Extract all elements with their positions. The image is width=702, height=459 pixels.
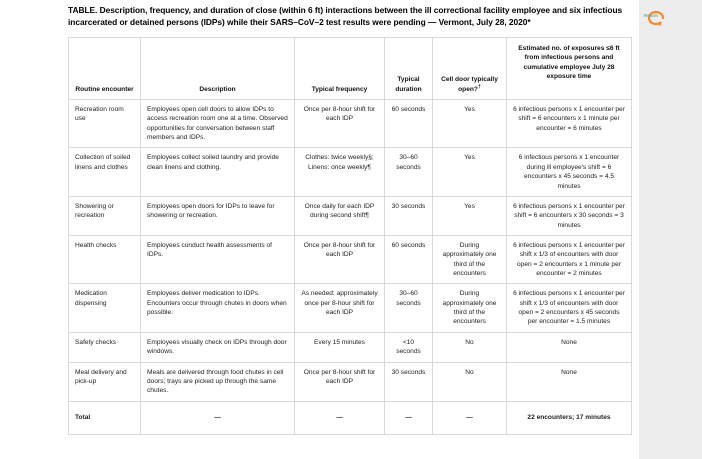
cell-encounter: Safety checks [69, 332, 141, 362]
cell-duration: 30–60 seconds [385, 284, 433, 332]
table-row [69, 148, 632, 196]
cell-exposure: 6 infectious persons x 1 encounter per shift x 1/3 of encounters with door open = 2 encounters x 45 seconds per encounter = 1.5 minutes [507, 284, 632, 332]
cell-frequency: As needed: approximately once per 8-hour shift for each IDP [295, 284, 385, 332]
table-body [69, 100, 632, 435]
table-row [69, 235, 632, 283]
cell-total-duration: — [385, 401, 433, 434]
column-header-duration: Typical duration [385, 38, 433, 100]
cell-duration: 30 seconds [385, 362, 433, 401]
cell-frequency: Once per 8-hour shift for each IDP [295, 100, 385, 148]
return-label: Return [644, 13, 659, 18]
cell-door-open: During approximately one third of the encounters [433, 235, 507, 283]
column-header-exposures: Estimated no. of exposures ≤6 ft from infectious persons and cumulative employee July 28 exposure time [507, 38, 632, 100]
cell-total-door-open: — [433, 401, 507, 434]
cell-description: Employees collect soiled laundry and provide clean linens and clothing. [141, 148, 295, 196]
table-row [69, 362, 632, 401]
cell-encounter: Collection of soiled linens and clothes [69, 148, 141, 196]
cell-encounter: Recreation room use [69, 100, 141, 148]
table-header-row [69, 38, 632, 100]
cell-description: Employees open cell doors to allow IDPs to access recreation room one at a time. Observed opportunities for conversation between staff members and IDPs. [141, 100, 295, 148]
cell-door-open: Yes [433, 148, 507, 196]
cell-encounter: Health checks [69, 235, 141, 283]
cell-description: Employees conduct health assessments of IDPs. [141, 235, 295, 283]
cell-encounter: Meal delivery and pick-up [69, 362, 141, 401]
table-row [69, 284, 632, 332]
cell-exposure: 6 infectious persons x 1 encounter per shift = 6 encounters x 30 seconds = 3 minutes [507, 196, 632, 235]
cell-description: Employees deliver medication to IDPs. Encounters occur through chutes in doors when possible. [141, 284, 295, 332]
cell-frequency: Clothes: twice weekly§; Linens: once weekly¶ [295, 148, 385, 196]
column-header-description: Description [141, 38, 295, 100]
table-header [69, 38, 632, 100]
cell-door-open: No [433, 362, 507, 401]
cell-description: Meals are delivered through food chutes in cell doors; trays are picked up through the same chutes. [141, 362, 295, 401]
table-row [69, 196, 632, 235]
cell-frequency: Once per 8-hour shift for each IDP [295, 362, 385, 401]
cell-encounter: Showering or recreation [69, 196, 141, 235]
cell-exposure: None [507, 332, 632, 362]
cell-duration: 30–60 seconds [385, 148, 433, 196]
cell-door-open: Yes [433, 196, 507, 235]
cell-exposure: 6 infectious persons x 1 encounter per shift = 6 encounters x 1 minute per encounter = 6 minutes [507, 100, 632, 148]
cell-frequency: Every 15 minutes [295, 332, 385, 362]
cell-duration: 60 seconds [385, 100, 433, 148]
cell-frequency: Once per 8-hour shift for each IDP [295, 235, 385, 283]
cell-description: Employees open doors for IDPs to leave for showering or recreation. [141, 196, 295, 235]
column-header-door-open [433, 38, 507, 100]
cell-duration: 30 seconds [385, 196, 433, 235]
page-title: TABLE. Description, frequency, and duration of close (within 6 ft) interactions between the ill correctional facility employee and six infectious incarcerated or detained persons (IDPs) while their SARS–CoV–2 test results were pending — Vermont, July 28, 2020* [68, 5, 623, 27]
cell-total-description: — [141, 401, 295, 434]
cell-duration: 60 seconds [385, 235, 433, 283]
table-row [69, 332, 632, 362]
table-total-row [69, 401, 632, 434]
page-edge-divider [637, 0, 639, 459]
cell-frequency: Once daily for each IDP during second shift¶ [295, 196, 385, 235]
cell-total-label: Total [69, 401, 141, 434]
cell-exposure: 6 infectious persons x 1 encounter per shift x 1/3 of encounters with door open = 2 encounters x 1 minute per encounter = 2 minutes [507, 235, 632, 283]
table-title-container [68, 5, 630, 29]
column-header-encounter: Routine encounter [69, 38, 141, 100]
cell-duration: <10 seconds [385, 332, 433, 362]
table-row [69, 100, 632, 148]
cell-door-open: Yes [433, 100, 507, 148]
cell-total-frequency: — [295, 401, 385, 434]
cell-description: Employees visually check on IDPs through door windows. [141, 332, 295, 362]
cell-total-exposure: 22 encounters; 17 minutes [507, 401, 632, 434]
cell-door-open: During approximately one third of the encounters [433, 284, 507, 332]
cell-exposure: None [507, 362, 632, 401]
cell-encounter: Medication dispensing [69, 284, 141, 332]
cell-door-open: No [433, 332, 507, 362]
column-header-door-open-footnote: † [477, 83, 481, 90]
return-badge[interactable] [644, 9, 668, 27]
return-arrow-icon [644, 9, 668, 27]
exposure-table [68, 37, 632, 435]
cell-exposure: 6 infectious persons x 1 encounter during ill employee's shift = 6 encounters x 45 seconds = 4.5 minutes [507, 148, 632, 196]
column-header-frequency: Typical frequency [295, 38, 385, 100]
column-header-door-open-text: Cell door typically open? [441, 76, 498, 93]
